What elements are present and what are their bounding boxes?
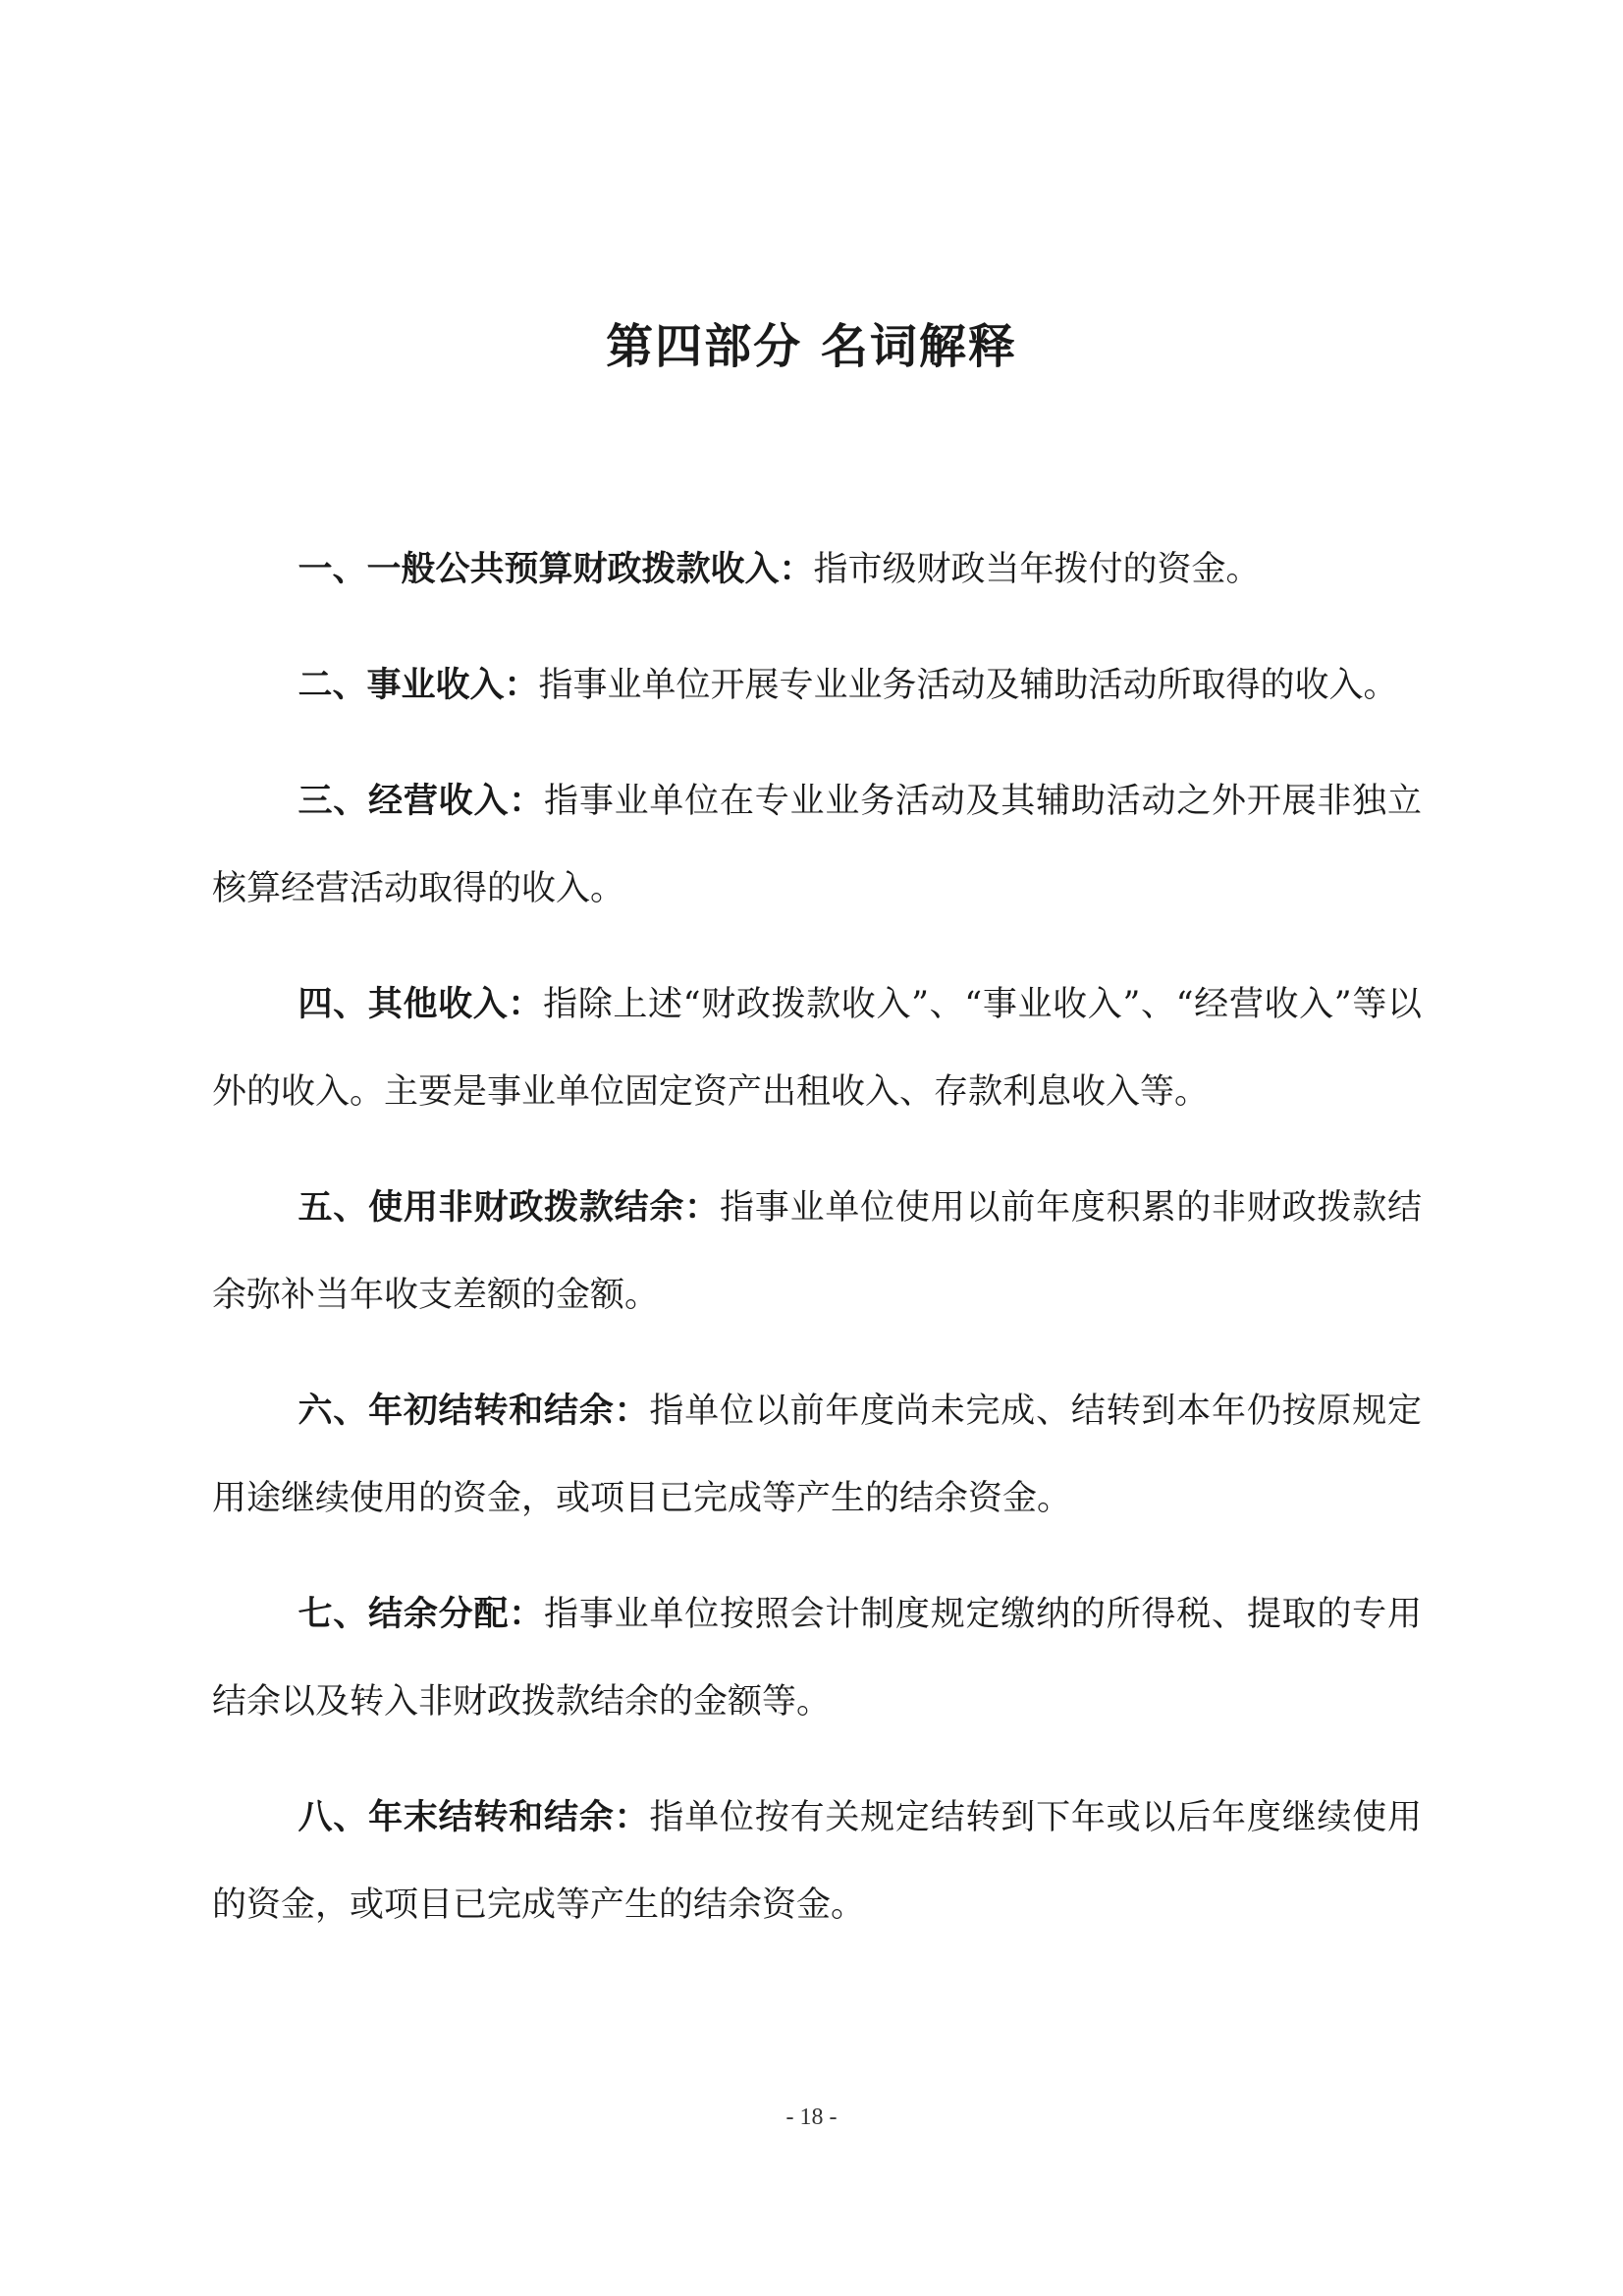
glossary-term: 五、使用非财政拨款结余： — [298, 1188, 720, 1228]
glossary-term: 三、经营收入： — [298, 782, 545, 821]
glossary-term: 四、其他收入： — [298, 985, 544, 1024]
glossary-item — [212, 758, 1422, 933]
glossary-content — [212, 526, 1422, 1978]
glossary-definition: 指单位按有关规定结转到下年或以后年度继续使用的资金，或项目已完成等产生的结余资金。 — [212, 1798, 1422, 1925]
glossary-term: 一、一般公共预算财政拨款收入： — [298, 550, 814, 589]
glossary-definition: 指事业单位按照会计制度规定缴纳的所得税、提取的专用结余以及转入非财政拨款结余的金额等。 — [212, 1595, 1422, 1722]
glossary-item — [212, 1775, 1422, 1949]
glossary-definition: 指事业单位开展专业业务活动及辅助活动所取得的收入。 — [538, 666, 1398, 705]
glossary-definition: 指事业单位在专业业务活动及其辅助活动之外开展非独立核算经营活动取得的收入。 — [212, 782, 1422, 908]
glossary-item — [212, 526, 1422, 614]
page-title: 第四部分 名词解释 — [606, 319, 1017, 375]
glossary-definition: 指市级财政当年拨付的资金。 — [813, 550, 1261, 589]
glossary-item — [212, 642, 1422, 730]
page-number: - 18 - — [785, 2105, 838, 2130]
glossary-definition: 指除上述“财政拨款收入”、“事业收入”、“经营收入”等以外的收入。主要是事业单位固定资产出租收入、存款利息收入等。 — [212, 985, 1422, 1112]
glossary-term: 八、年末结转和结余： — [298, 1798, 650, 1837]
glossary-definition: 指事业单位使用以前年度积累的非财政拨款结余弥补当年收支差额的金额。 — [212, 1188, 1422, 1315]
glossary-term: 七、结余分配： — [298, 1595, 545, 1634]
glossary-term: 二、事业收入： — [298, 666, 539, 705]
glossary-definition: 指单位以前年度尚未完成、结转到本年仍按原规定用途继续使用的资金，或项目已完成等产生的结余资金。 — [212, 1392, 1422, 1518]
glossary-term: 六、年初结转和结余： — [298, 1392, 650, 1431]
glossary-item — [212, 1368, 1422, 1543]
glossary-item — [212, 961, 1422, 1136]
glossary-item — [212, 1165, 1422, 1339]
glossary-item — [212, 1571, 1422, 1746]
